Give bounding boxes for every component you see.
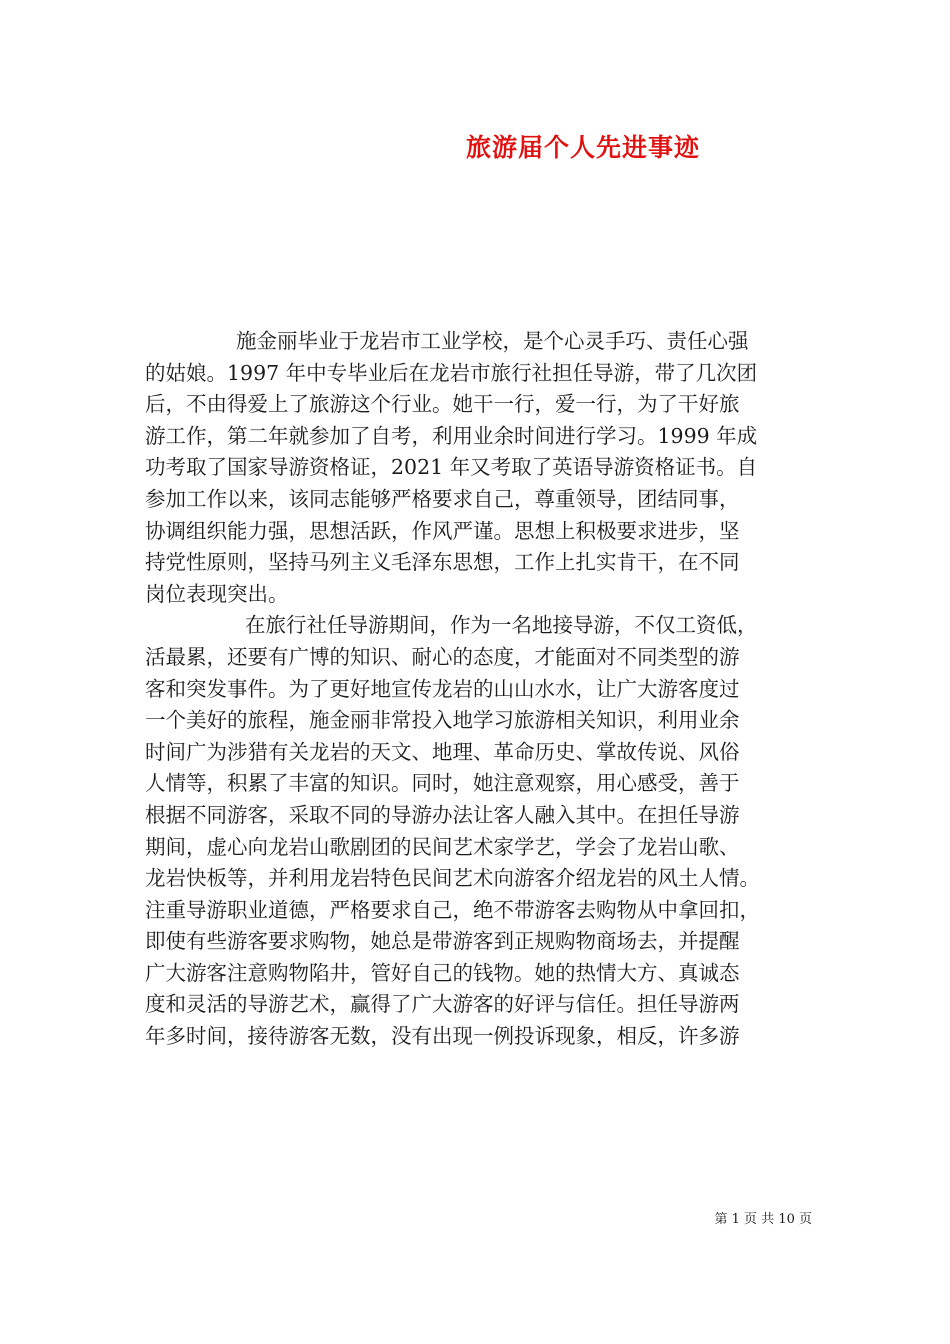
paragraph-2-line-2: 活最累，还要有广博的知识、耐心的态度，才能面对不同类型的游 (145, 644, 740, 669)
document-body (145, 326, 808, 1053)
paragraph-2-line-14: 年多时间，接待游客无数，没有出现一例投诉现象，相反，许多游 (145, 1024, 740, 1049)
paragraph-2-line-11: 即使有些游客要求购物，她总是带游客到正规购物商场去，并提醒 (145, 929, 740, 954)
paragraph-1-line-9: 岗位表现突出。 (145, 581, 289, 606)
paragraph-1-line-4: 游工作，第二年就参加了自考，利用业余时间进行学习。1999 年成 (145, 423, 758, 448)
page-footer: 第 1 页 共 10 页 (714, 1212, 812, 1227)
paragraph-2-line-3: 客和突发事件。为了更好地宣传龙岩的山山水水，让广大游客度过 (145, 676, 740, 701)
paragraph-1-line-6: 参加工作以来，该同志能够严格要求自己，尊重领导，团结同事， (145, 486, 740, 511)
paragraph-2-line-4: 一个美好的旅程，施金丽非常投入地学习旅游相关知识，利用业余 (145, 708, 740, 733)
paragraph-2-line-1: 在旅行社任导游期间，作为一名地接导游，不仅工资低， (245, 613, 758, 638)
paragraph-2-line-6: 人情等，积累了丰富的知识。同时，她注意观察，用心感受，善于 (145, 771, 740, 796)
paragraph-1-line-8: 持党性原则，坚持马列主义毛泽东思想，工作上扎实肯干，在不同 (145, 550, 740, 575)
document-title: 旅游届个人先进事迹 (465, 133, 700, 162)
paragraph-2-line-8: 期间，虚心向龙岩山歌剧团的民间艺术家学艺，学会了龙岩山歌、 (145, 834, 740, 859)
paragraph-1-line-1: 施金丽毕业于龙岩市工业学校，是个心灵手巧、责任心强 (236, 329, 749, 353)
paragraph-1-line-7: 协调组织能力强，思想活跃，作风严谨。思想上积极要求进步，坚 (145, 518, 740, 543)
paragraph-2-line-7: 根据不同游客，采取不同的导游办法让客人融入其中。在担任导游 (145, 802, 740, 827)
paragraph-2-line-13: 度和灵活的导游艺术，赢得了广大游客的好评与信任。担任导游两 (145, 992, 740, 1017)
paragraph-2-line-9: 龙岩快板等，并利用龙岩特色民间艺术向游客介绍龙岩的风土人情。 (145, 866, 760, 891)
paragraph-1-line-5: 功考取了国家导游资格证，2021 年又考取了英语导游资格证书。自 (145, 455, 758, 480)
paragraph-1-line-3: 后，不由得爱上了旅游这个行业。她干一行，爱一行，为了干好旅 (145, 392, 740, 417)
paragraph-2-line-12: 广大游客注意购物陷井，管好自己的钱物。她的热情大方、真诚态 (145, 960, 740, 985)
paragraph-2-line-5: 时间广为涉猎有关龙岩的天文、地理、革命历史、掌故传说、风俗 (145, 739, 740, 764)
paragraph-1-line-2: 的姑娘。1997 年中专毕业后在龙岩市旅行社担任导游，带了几次团 (145, 360, 758, 385)
paragraph-2-line-10: 注重导游职业道德，严格要求自己，绝不带游客去购物从中拿回扣， (145, 897, 760, 922)
